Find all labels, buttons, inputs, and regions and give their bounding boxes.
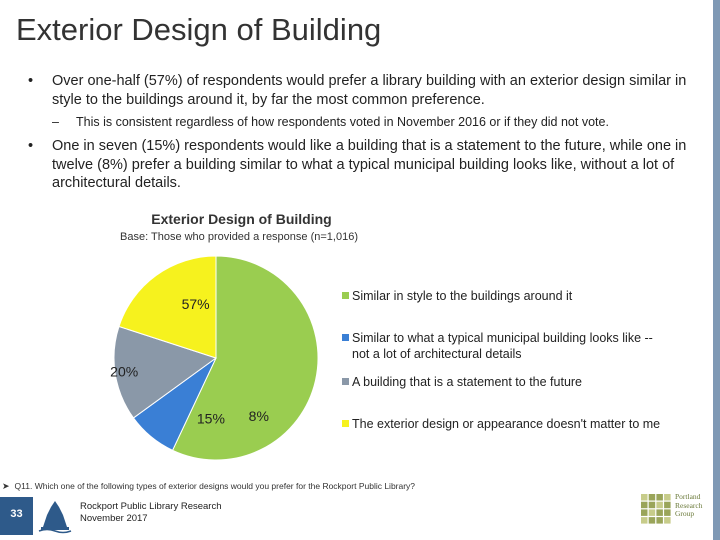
footer-line-1: Rockport Public Library Research bbox=[80, 501, 222, 512]
bullet-marker: • bbox=[28, 73, 34, 89]
chart-subtitle: Base: Those who provided a response (n=1,016) bbox=[120, 231, 358, 243]
prg-logo-line-3: Group bbox=[675, 509, 695, 518]
pie-data-label: 57% bbox=[181, 296, 210, 312]
legend-item bbox=[342, 374, 672, 390]
prg-grid-logo-icon bbox=[641, 490, 673, 526]
legend-swatch bbox=[342, 292, 349, 299]
library-logo-icon bbox=[35, 497, 75, 535]
legend-label: Similar to what a typical municipal building looks like -- not a lot of architectural details bbox=[352, 331, 653, 361]
prg-logo-line-1: Portland bbox=[675, 492, 701, 501]
legend-label: A building that is a statement to the future bbox=[352, 375, 583, 389]
legend-swatch bbox=[342, 420, 349, 427]
source-text: Q11. Which one of the following types of exterior designs would you prefer for the Rockport Public Library? bbox=[14, 481, 416, 491]
prg-logo-line-2: Research bbox=[675, 500, 703, 510]
arrow-icon: ➤ bbox=[2, 481, 10, 491]
source-note bbox=[2, 481, 415, 492]
sub-bullet-marker: – bbox=[52, 115, 59, 129]
chart-title: Exterior Design of Building bbox=[151, 211, 332, 227]
prg-logo-text bbox=[675, 493, 702, 519]
bullet-text: Over one-half (57%) of respondents would prefer a library building with an exterior design similar in style to the buildings around it, by far the most common preference. bbox=[52, 73, 687, 108]
footer-line-2: November 2017 bbox=[80, 513, 148, 524]
page-number: 33 bbox=[10, 508, 23, 520]
footer-text bbox=[80, 501, 222, 525]
legend-swatch bbox=[342, 378, 349, 385]
legend-item bbox=[342, 416, 672, 432]
legend-label: The exterior design or appearance doesn't matter to me bbox=[352, 417, 661, 431]
pie-data-label: 8% bbox=[248, 408, 269, 425]
bullet-marker: • bbox=[28, 138, 34, 154]
bullet-text: One in seven (15%) respondents would like a building that is a statement to the future, while one in twelve (8%) prefer a building similar to what a typical municipal building looks like, without a lot of architectural details. bbox=[52, 138, 687, 191]
sub-bullet-text: This is consistent regardless of how respondents voted in November 2016 or if they did not vote. bbox=[76, 115, 609, 129]
legend-label: Similar in style to the buildings around it bbox=[352, 289, 573, 303]
legend-item bbox=[342, 288, 672, 304]
slide-title: Exterior Design of Building bbox=[16, 12, 382, 47]
pie-data-label: 15% bbox=[196, 410, 225, 427]
legend-swatch bbox=[342, 334, 349, 341]
pie-data-label: 20% bbox=[110, 363, 139, 380]
legend-item bbox=[342, 330, 672, 362]
